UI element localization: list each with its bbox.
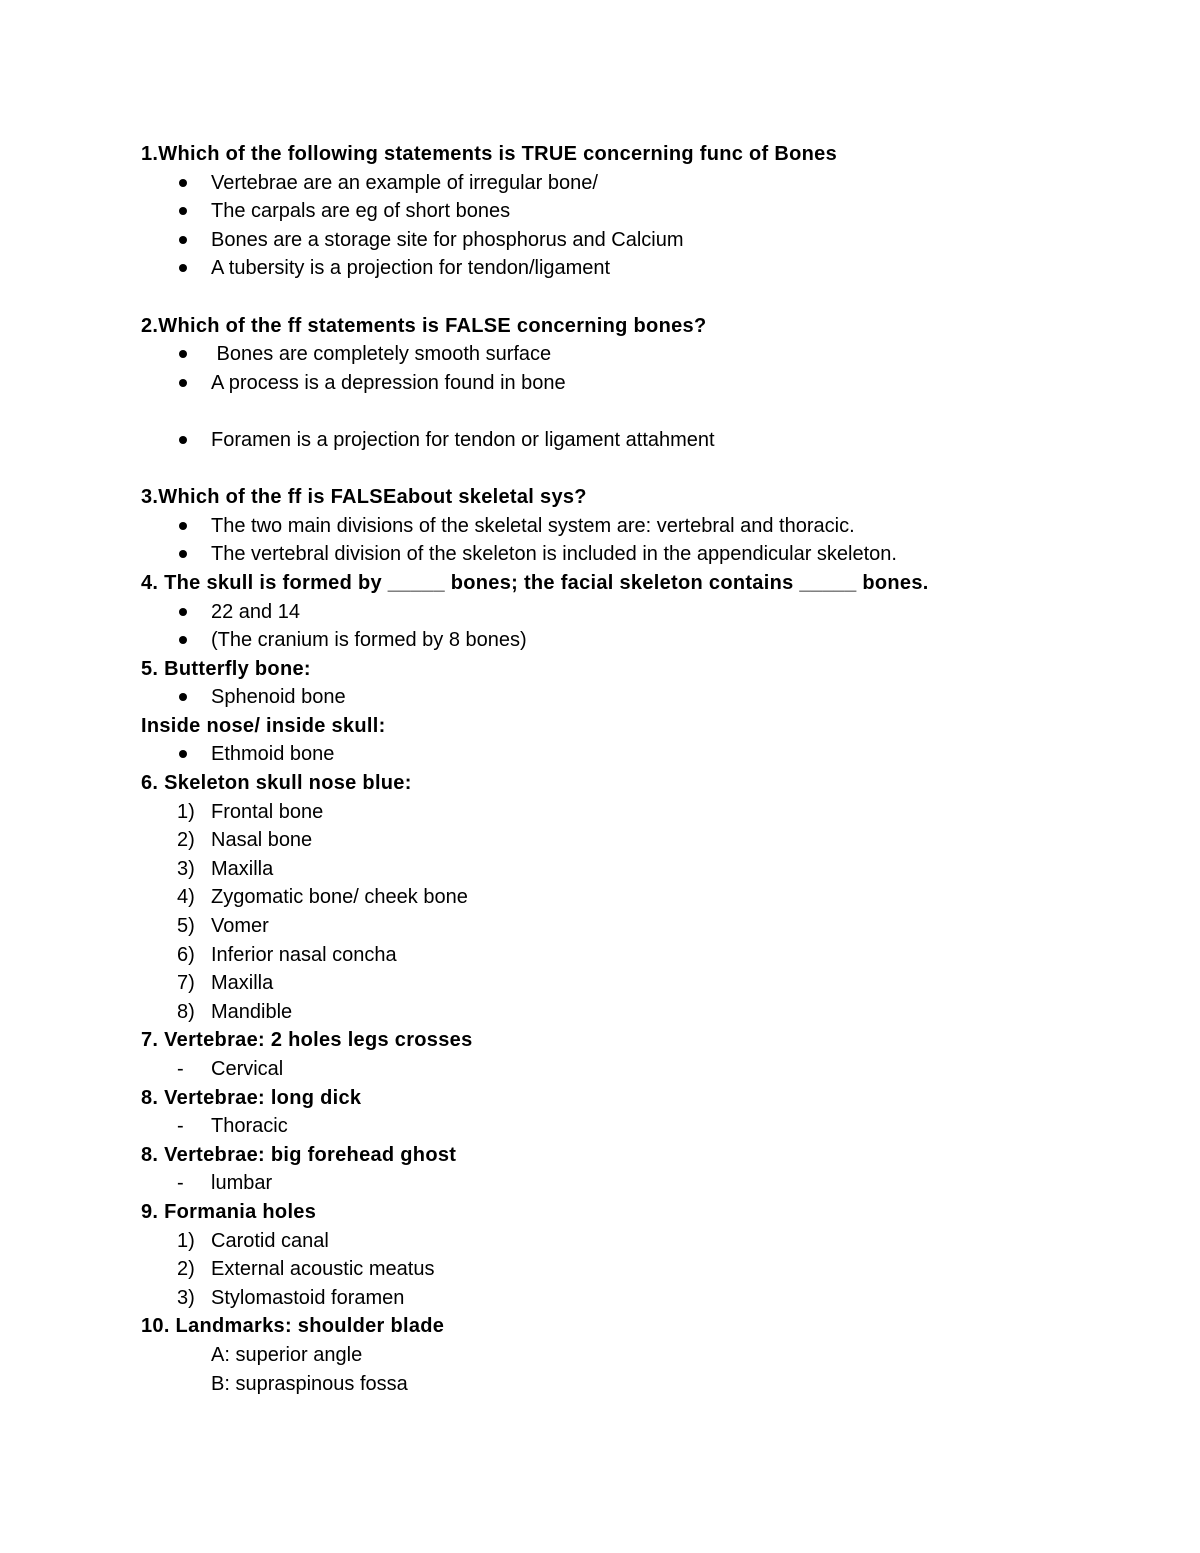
bullet-icon [179, 693, 187, 701]
spacer [141, 397, 1141, 426]
question-2-title: 2.Which of the ff statements is FALSE concerning bones? [141, 314, 707, 337]
spacer [141, 283, 1141, 312]
question-7-title: 7. Vertebrae: 2 holes legs crosses [141, 1029, 473, 1052]
list-item: A: superior angle [211, 1343, 363, 1366]
section-inside-nose-title: Inside nose/ inside skull: [141, 714, 386, 737]
question-10-title: 10. Landmarks: shoulder blade [141, 1315, 445, 1338]
list-item: - Cervical [141, 1055, 1141, 1084]
question-8b-title: 8. Vertebrae: big forehead ghost [141, 1143, 457, 1166]
list-item: (The cranium is formed by 8 bones) [141, 626, 1141, 655]
bullet-icon [179, 179, 187, 187]
bullet-icon [179, 608, 187, 616]
list-item: A process is a depression found in bone [141, 369, 1141, 398]
bullet-icon [179, 207, 187, 215]
list-item: Foramen is a projection for tendon or ligament attahment [141, 426, 1141, 455]
list-item: Vertebrae are an example of irregular bone/ [141, 169, 1141, 198]
list-item: The two main divisions of the skeletal system are: vertebral and thoracic. [141, 512, 1141, 541]
list-number: 2) [177, 829, 195, 852]
list-item: 3) Stylomastoid foramen [141, 1284, 1141, 1313]
bullet-icon [179, 236, 187, 244]
list-item: 1) Carotid canal [141, 1227, 1141, 1256]
list-item: Bones are a storage site for phosphorus and Calcium [141, 226, 1141, 255]
list-item: 22 and 14 [141, 598, 1141, 627]
spacer [141, 455, 1141, 484]
list-number: 3) [177, 857, 195, 880]
question-8a-title: 8. Vertebrae: long dick [141, 1086, 362, 1109]
list-number: 7) [177, 972, 195, 995]
question-9-title: 9. Formania holes [141, 1200, 317, 1223]
list-number: 1) [177, 800, 195, 823]
list-item: Ethmoid bone [141, 740, 1141, 769]
bullet-icon [179, 550, 187, 558]
list-number: 3) [177, 1286, 195, 1309]
bullet-icon [179, 379, 187, 387]
question-5-title: 5. Butterfly bone: [141, 657, 311, 680]
list-item: - lumbar [141, 1169, 1141, 1198]
list-item: 3) Maxilla [141, 855, 1141, 884]
list-number: 5) [177, 915, 195, 938]
question-1-title: 1.Which of the following statements is TRUE concerning func of Bones [141, 143, 837, 165]
question-4-title: 4. The skull is formed by _____ bones; the facial skeleton contains _____ bones. [141, 571, 929, 594]
bullet-icon [179, 350, 187, 358]
bullet-icon [179, 750, 187, 758]
list-item: 7) Maxilla [141, 969, 1141, 998]
bullet-icon [179, 264, 187, 272]
list-item: A tubersity is a projection for tendon/ligament [141, 254, 1141, 283]
dash-marker: - [177, 1058, 184, 1080]
document-page [141, 140, 1141, 1398]
bullet-icon [179, 522, 187, 530]
list-item: 8) Mandible [141, 998, 1141, 1027]
list-number: 1) [177, 1229, 195, 1252]
list-number: 6) [177, 943, 195, 966]
list-item: The carpals are eg of short bones [141, 197, 1141, 226]
bullet-icon [179, 636, 187, 644]
list-item: B: supraspinous fossa [211, 1372, 408, 1395]
list-item: 4) Zygomatic bone/ cheek bone [141, 883, 1141, 912]
list-item: Sphenoid bone [141, 683, 1141, 712]
dash-marker: - [177, 1115, 184, 1138]
list-item: Bones are completely smooth surface [141, 340, 1141, 369]
list-number: 8) [177, 1000, 195, 1023]
question-6-title: 6. Skeleton skull nose blue: [141, 772, 412, 795]
list-item: 2) External acoustic meatus [141, 1255, 1141, 1284]
list-item: 1) Frontal bone [141, 798, 1141, 827]
question-3-title: 3.Which of the ff is FALSEabout skeletal sys? [141, 486, 587, 509]
list-item: 6) Inferior nasal concha [141, 941, 1141, 970]
list-item: The vertebral division of the skeleton is included in the appendicular skeleton. [141, 540, 1141, 569]
list-number: 4) [177, 886, 195, 909]
list-item: 5) Vomer [141, 912, 1141, 941]
bullet-icon [179, 436, 187, 444]
list-item: 2) Nasal bone [141, 826, 1141, 855]
dash-marker: - [177, 1172, 184, 1195]
list-number: 2) [177, 1258, 195, 1281]
list-item: - Thoracic [141, 1112, 1141, 1141]
